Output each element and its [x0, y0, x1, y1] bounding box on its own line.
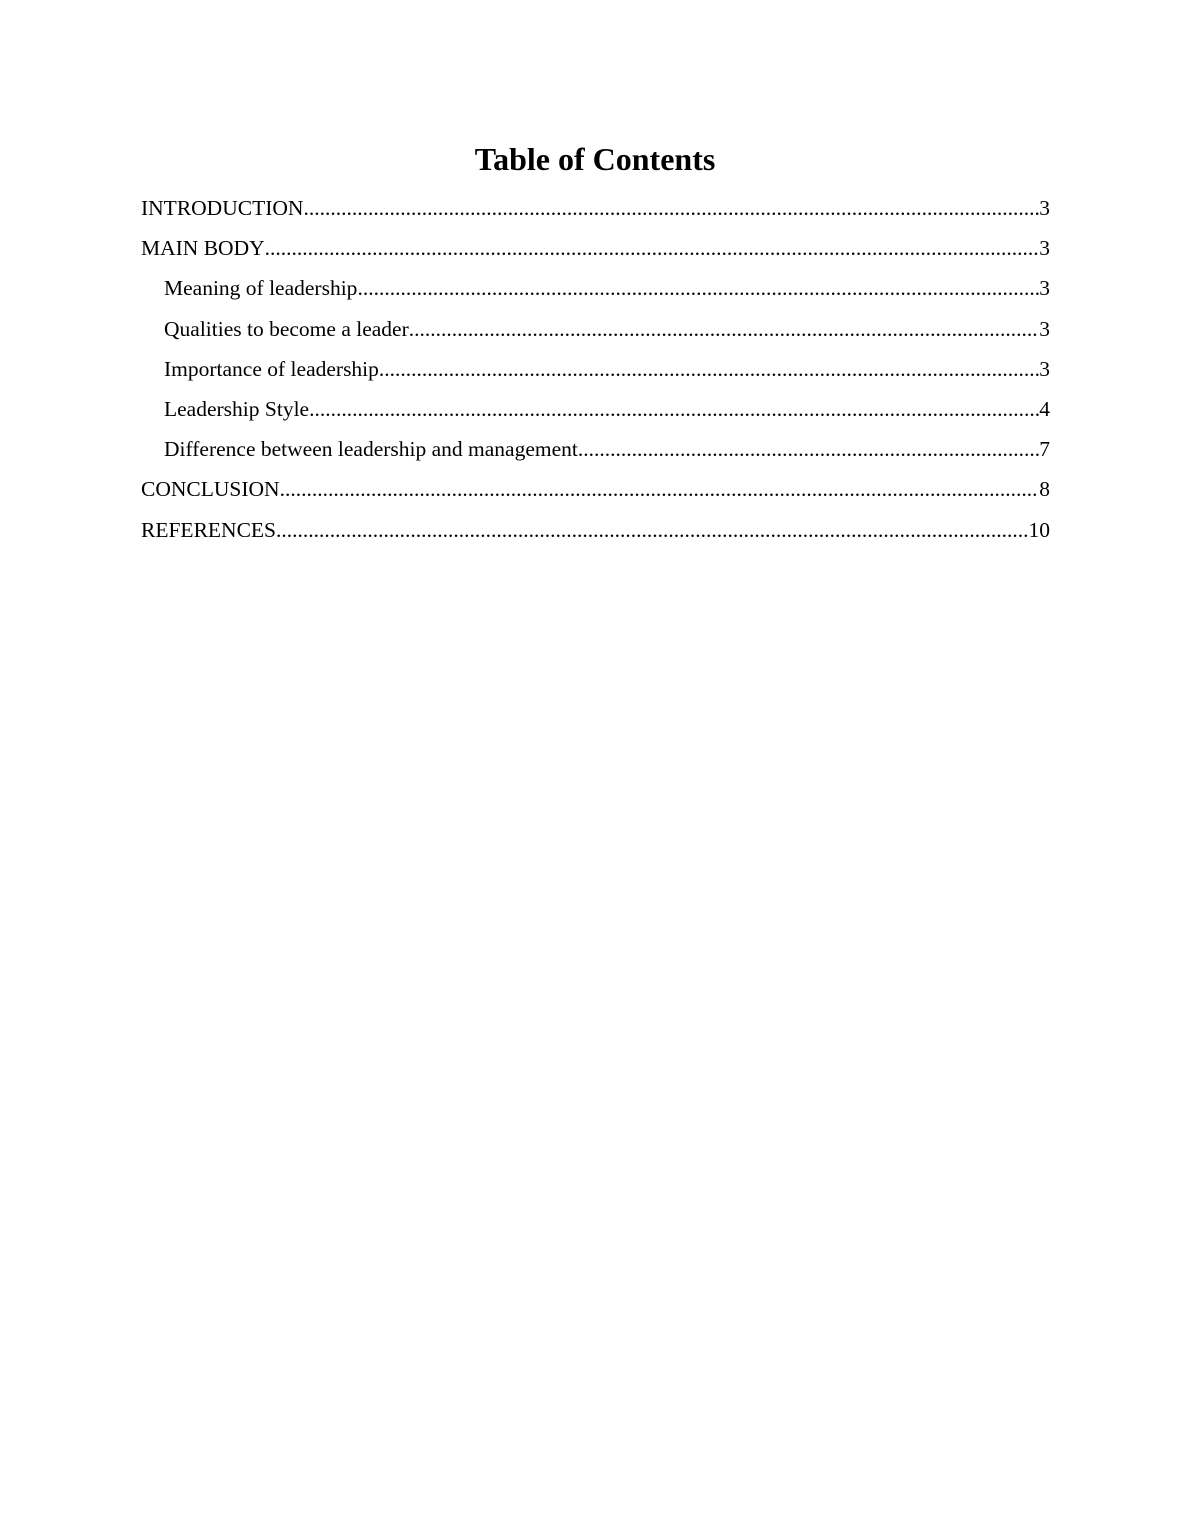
toc-entry-references[interactable]: [141, 515, 1050, 555]
toc-entry-text: Importance of leadership: [164, 356, 379, 381]
toc-page-number: 10: [1028, 517, 1050, 542]
toc-dot-leader: [357, 273, 1039, 303]
toc-dot-leader: [276, 515, 1029, 545]
toc-dot-leader: [280, 474, 1040, 504]
toc-title: Table of Contents: [474, 141, 716, 177]
toc-page-number: 3: [1039, 356, 1050, 381]
toc-page-number: 8: [1039, 477, 1050, 502]
toc-entry-meaning-of-leadership[interactable]: [141, 273, 1050, 313]
toc-entry-text: MAIN BODY: [141, 236, 265, 261]
toc-entry-text: Leadership Style: [164, 396, 310, 421]
toc-entry-importance-of-leadership[interactable]: [141, 354, 1050, 394]
toc-entry-conclusion[interactable]: [141, 474, 1050, 514]
toc-dot-leader: [409, 314, 1039, 344]
toc-entry-text: Difference between leadership and management: [164, 437, 578, 462]
toc-list: [141, 193, 1050, 555]
toc-entry-text: Qualities to become a leader: [164, 316, 409, 341]
toc-entry-difference-leadership-management[interactable]: [141, 434, 1050, 474]
toc-entry-leadership-style[interactable]: [141, 394, 1050, 434]
toc-entry-introduction[interactable]: [141, 193, 1050, 233]
toc-entry-qualities-to-become-a-leader[interactable]: [141, 314, 1050, 354]
toc-entry-text: REFERENCES: [141, 517, 276, 542]
toc-dot-leader: [309, 394, 1039, 424]
toc-dot-leader: [303, 193, 1039, 223]
toc-entry-text: CONCLUSION: [141, 477, 280, 502]
toc-dot-leader: [578, 434, 1039, 464]
toc-entry-text: INTRODUCTION: [141, 196, 304, 220]
toc-page-number: 3: [1039, 276, 1050, 301]
toc-page-number: 3: [1039, 316, 1050, 341]
toc-page-number: 7: [1039, 437, 1050, 462]
toc-page-number: 3: [1039, 196, 1050, 220]
toc-dot-leader: [265, 233, 1040, 263]
toc-entry-main-body[interactable]: [141, 233, 1050, 273]
toc-page-number: 4: [1039, 396, 1050, 421]
toc-dot-leader: [379, 354, 1039, 384]
toc-page-number: 3: [1039, 236, 1050, 261]
toc-entry-text: Meaning of leadership: [164, 276, 358, 301]
